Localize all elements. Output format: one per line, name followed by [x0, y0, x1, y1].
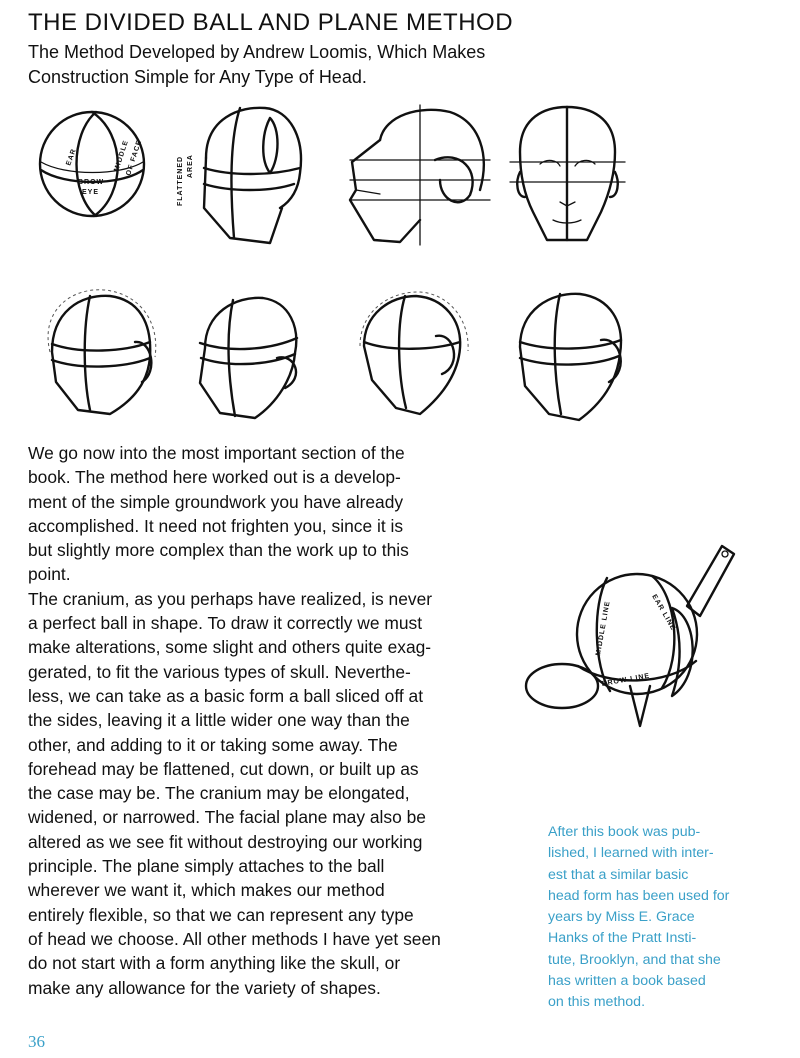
ear-line-label: EAR LINE [650, 593, 677, 633]
body-line: make any allowance for the variety of shapes. [28, 977, 381, 998]
body-line: We go now into the most important section of the [28, 443, 405, 463]
middle-line-label: MIDDLE LINE [595, 600, 612, 657]
body-text [28, 441, 528, 1000]
body-line: book. The method here worked out is a develop- [28, 467, 401, 488]
divided-ball-illustration [30, 104, 160, 224]
body-line: ment of the simple groundwork you have already [28, 491, 404, 512]
body-line: less, we can take as a basic form a ball sliced off at [28, 685, 424, 706]
middle-label: MIDDLE [113, 139, 131, 173]
head-tilted-illustration [185, 288, 310, 428]
body-line: principle. The plane simply attaches to the ball [28, 856, 385, 877]
head-turned-right-illustration [505, 282, 640, 427]
sliced-ball-illustration [522, 536, 752, 736]
subtitle-line: Construction Simple for Any Type of Head. [28, 67, 367, 87]
note-line: head form has been used for [548, 887, 730, 904]
body-line: point. [28, 564, 71, 585]
body-line: the sides, leaving it a little wider one way than the [28, 710, 410, 731]
flattened-head-illustration [170, 98, 320, 248]
note-line: years by Miss E. Grace [548, 909, 695, 926]
page-number: 36 [28, 1032, 45, 1051]
note-line: has written a book based [548, 973, 706, 990]
eye-label: EYE [82, 189, 100, 196]
head-turned-left-illustration [30, 282, 170, 422]
body-line: make alterations, some slight and others quite exag- [28, 637, 432, 658]
body-line: forehead may be flattened, cut down, or built up as [28, 758, 419, 779]
body-line: but slightly more complex than the work up to this [28, 540, 409, 561]
note-line: lished, I learned with inter- [548, 845, 714, 862]
side-note [548, 822, 778, 1014]
body-line: entirely flexible, so that we can represent any type [28, 904, 414, 925]
brow-label: BROW [78, 179, 105, 186]
head-top-view-illustration [350, 286, 475, 426]
note-line: Hanks of the Pratt Insti- [548, 930, 697, 947]
body-line: gerated, to fit the various types of skull. Neverthe- [28, 661, 411, 682]
profile-head-illustration [340, 100, 500, 250]
body-line: The cranium, as you perhaps have realized, is never [28, 588, 433, 609]
body-line: widened, or narrowed. The facial plane may also be [28, 807, 426, 828]
note-line: After this book was pub- [548, 824, 701, 840]
body-line: accomplished. It need not frighten you, since it is [28, 515, 404, 536]
body-line: a perfect ball in shape. To draw it correctly we must [28, 613, 423, 634]
body-line: the case may be. The cranium may be elongated, [28, 783, 410, 804]
brow-line-label: BROW LINE [601, 672, 651, 688]
body-line: altered as we see fit without destroying our working [28, 831, 423, 852]
note-line: tute, Brooklyn, and that she [548, 951, 721, 968]
body-line: of head we choose. All other methods I have yet seen [28, 928, 441, 949]
note-line: on this method. [548, 994, 646, 1011]
of-face-label: OF FACE [125, 138, 144, 177]
flattened-label: FLATTENED [177, 155, 184, 206]
body-line: other, and adding to it or taking some away. The [28, 734, 398, 755]
subtitle-line: The Method Developed by Andrew Loomis, Which Makes [28, 42, 486, 62]
body-line: do not start with a form anything like the skull, or [28, 953, 401, 974]
page-title: THE DIVIDED BALL AND PLANE METHOD [28, 9, 514, 36]
body-line: wherever we want it, which makes our method [28, 880, 385, 901]
note-line: est that a similar basic [548, 866, 689, 883]
front-face-illustration [505, 102, 630, 252]
page-subtitle [28, 40, 628, 90]
ear-label: EAR [65, 147, 78, 167]
area-label: AREA [187, 154, 194, 178]
